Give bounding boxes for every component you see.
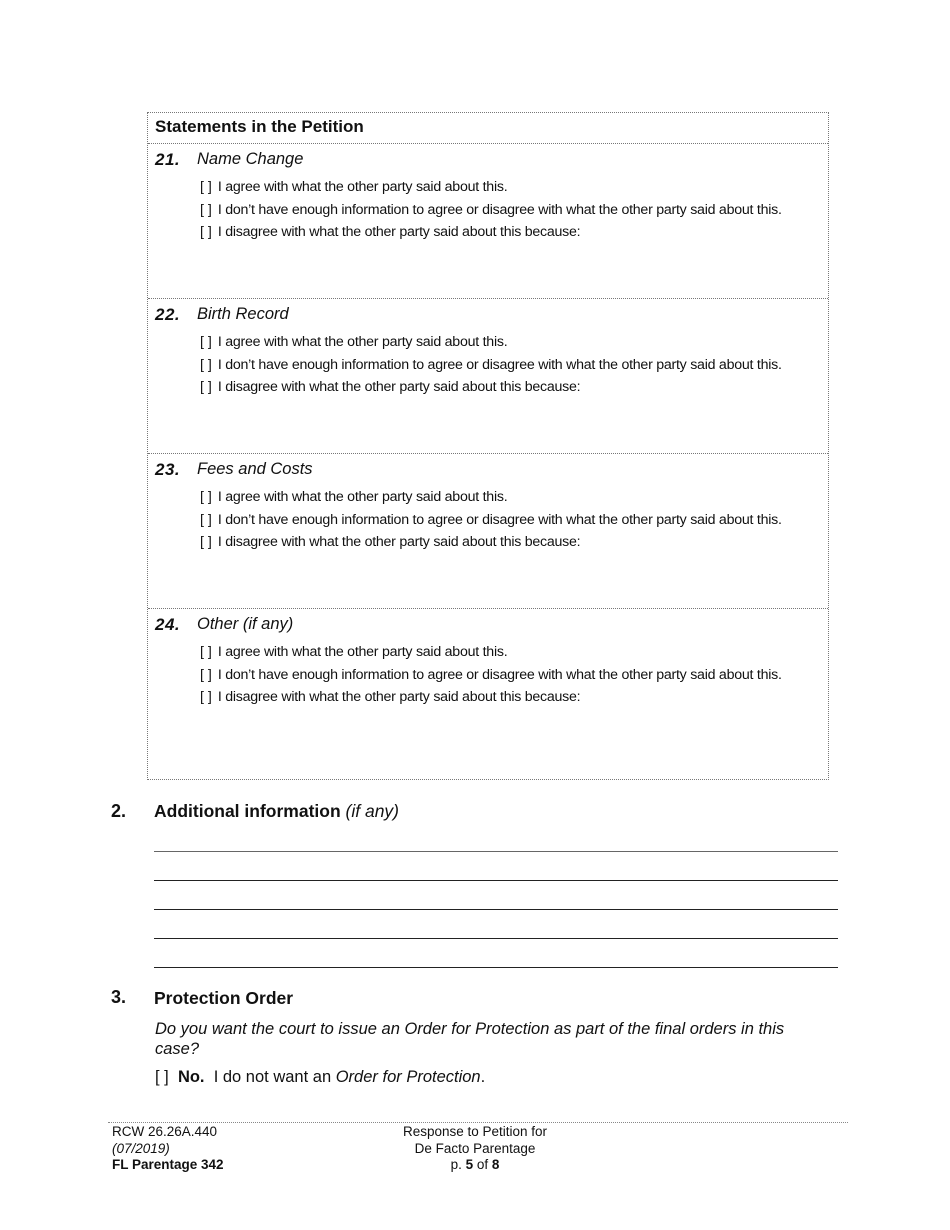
agree-checkbox[interactable]: [ ] bbox=[200, 179, 212, 196]
protection-no-italic: Order for Protection bbox=[335, 1068, 481, 1086]
not-enough-info-checkbox[interactable]: [ ] bbox=[200, 666, 212, 683]
option-label: I agree with what the other party said about this. bbox=[217, 644, 508, 661]
disagree-checkbox[interactable]: [ ] bbox=[200, 689, 212, 706]
option-not-enough-info bbox=[200, 354, 782, 377]
option-list bbox=[200, 486, 782, 554]
option-label: I agree with what the other party said about this. bbox=[217, 334, 508, 351]
option-label: I disagree with what the other party said about this because: bbox=[217, 379, 581, 396]
footer-rcw: RCW 26.26A.440 bbox=[112, 1124, 218, 1139]
option-list bbox=[200, 176, 782, 244]
protection-order-heading: Protection Order bbox=[154, 988, 294, 1008]
protection-no-checkbox[interactable]: [ ] bbox=[155, 1068, 169, 1086]
footer-page-number bbox=[375, 1157, 575, 1174]
section-title: Name Change bbox=[197, 150, 304, 168]
not-enough-info-checkbox[interactable]: [ ] bbox=[200, 356, 212, 373]
footer-date: (07/2019) bbox=[112, 1140, 170, 1156]
option-disagree bbox=[200, 221, 782, 244]
protection-question: Do you want the court to issue an Order for Protection as part of the final orders in this case? bbox=[155, 1020, 785, 1058]
footer-title-line2: De Facto Parentage bbox=[414, 1140, 536, 1156]
disagree-checkbox[interactable]: [ ] bbox=[200, 534, 212, 551]
section-title: Fees and Costs bbox=[197, 460, 313, 478]
section-number: 21. bbox=[155, 150, 181, 169]
option-list bbox=[200, 641, 782, 709]
footer-left bbox=[112, 1124, 224, 1174]
footer-title-line1: Response to Petition for bbox=[402, 1124, 548, 1139]
agree-checkbox[interactable]: [ ] bbox=[200, 334, 212, 351]
additional-info-heading bbox=[154, 801, 399, 822]
not-enough-info-checkbox[interactable]: [ ] bbox=[200, 201, 212, 218]
protection-no-text: I do not want an bbox=[213, 1068, 332, 1086]
section-number: 24. bbox=[155, 615, 181, 634]
statement-section-other bbox=[148, 609, 828, 779]
option-label: I don’t have enough information to agree or disagree with what the other party said about this. bbox=[217, 511, 782, 528]
page-prefix: p. bbox=[450, 1157, 462, 1172]
additional-info-note: (if any) bbox=[345, 801, 400, 821]
section-number: 22. bbox=[155, 305, 181, 324]
option-label: I agree with what the other party said about this. bbox=[217, 179, 508, 196]
option-label: I agree with what the other party said about this. bbox=[217, 489, 508, 506]
write-in-line[interactable] bbox=[154, 967, 838, 968]
option-disagree bbox=[200, 686, 782, 709]
option-label: I don’t have enough information to agree or disagree with what the other party said about this. bbox=[217, 201, 782, 218]
statement-section-fees-and-costs bbox=[148, 454, 828, 609]
option-label: I don’t have enough information to agree or disagree with what the other party said about this. bbox=[217, 666, 782, 683]
footer-center bbox=[375, 1124, 575, 1174]
section-3-number: 3. bbox=[111, 987, 127, 1007]
section-title: Birth Record bbox=[197, 305, 289, 323]
write-in-line[interactable] bbox=[154, 851, 838, 852]
page-of: of bbox=[476, 1157, 489, 1172]
option-agree bbox=[200, 331, 782, 354]
option-agree bbox=[200, 641, 782, 664]
write-in-line[interactable] bbox=[154, 880, 838, 881]
protection-no-label: No. bbox=[177, 1068, 205, 1086]
statement-section-name-change bbox=[148, 144, 828, 299]
option-agree bbox=[200, 486, 782, 509]
option-agree bbox=[200, 176, 782, 199]
section-number: 23. bbox=[155, 460, 181, 479]
additional-info-title: Additional information bbox=[154, 801, 341, 821]
option-label: I disagree with what the other party said about this because: bbox=[217, 224, 581, 241]
statement-section-birth-record bbox=[148, 299, 828, 454]
page-total: 8 bbox=[491, 1157, 500, 1172]
footer-form-id: FL Parentage 342 bbox=[112, 1157, 224, 1172]
option-not-enough-info bbox=[200, 199, 782, 222]
option-label: I disagree with what the other party said about this because: bbox=[217, 534, 581, 551]
write-in-line[interactable] bbox=[154, 938, 838, 939]
option-list bbox=[200, 331, 782, 399]
not-enough-info-checkbox[interactable]: [ ] bbox=[200, 511, 212, 528]
option-disagree bbox=[200, 531, 782, 554]
section-2-number: 2. bbox=[111, 801, 127, 821]
option-not-enough-info bbox=[200, 509, 782, 532]
disagree-checkbox[interactable]: [ ] bbox=[200, 379, 212, 396]
protection-no-option bbox=[155, 1068, 485, 1087]
section-title: Other (if any) bbox=[197, 615, 294, 633]
option-not-enough-info bbox=[200, 664, 782, 687]
option-label: I disagree with what the other party said about this because: bbox=[217, 689, 581, 706]
agree-checkbox[interactable]: [ ] bbox=[200, 644, 212, 661]
option-label: I don’t have enough information to agree or disagree with what the other party said about this. bbox=[217, 356, 782, 373]
agree-checkbox[interactable]: [ ] bbox=[200, 489, 212, 506]
write-in-line[interactable] bbox=[154, 909, 838, 910]
footer-divider bbox=[108, 1122, 848, 1123]
option-disagree bbox=[200, 376, 782, 399]
protection-no-end: . bbox=[480, 1068, 486, 1086]
statements-table-header: Statements in the Petition bbox=[148, 113, 828, 144]
disagree-checkbox[interactable]: [ ] bbox=[200, 224, 212, 241]
page-current: 5 bbox=[465, 1157, 474, 1172]
statements-table bbox=[147, 112, 829, 780]
